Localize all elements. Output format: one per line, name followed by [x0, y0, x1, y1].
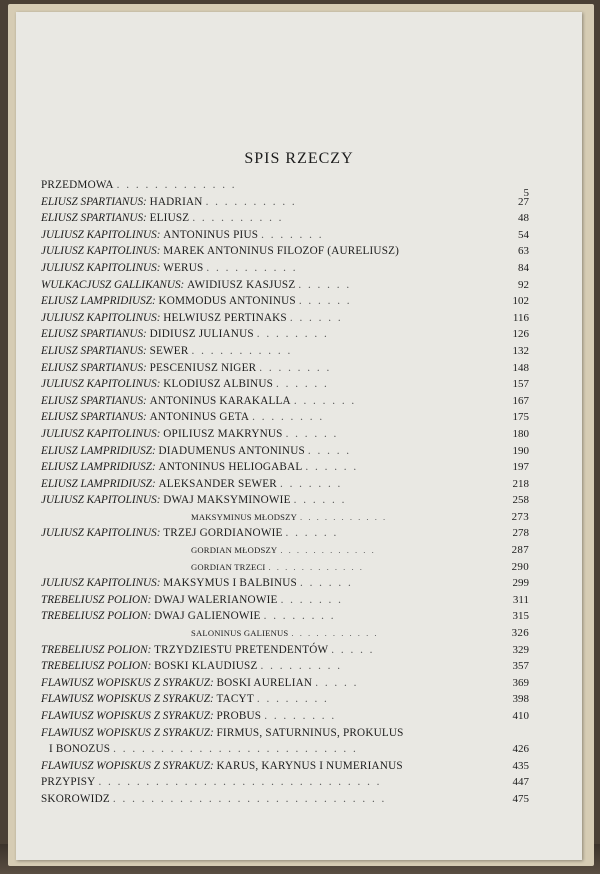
toc-page-number: 290: [511, 560, 529, 573]
toc-leader-dots: . . . . . . . . . . .: [300, 511, 388, 522]
toc-work-title: KOMMODUS ANTONINUS: [158, 295, 296, 308]
toc-author: TREBELIUSZ POLION:: [41, 643, 152, 656]
toc-author: ELIUSZ SPARTIANUS:: [41, 195, 147, 208]
toc-author: ELIUSZ LAMPRIDIUSZ:: [41, 444, 156, 457]
toc-page-number: 218: [512, 477, 529, 490]
toc-work-title: PROBUS: [216, 710, 262, 722]
toc-entry: [41, 708, 529, 725]
toc-leader-dots: . . . . . . . .: [264, 710, 337, 722]
toc-leader-dots: . . . . . . . . . . . . .: [116, 179, 237, 191]
toc-leader-dots: . . . . . .: [289, 311, 343, 324]
toc-page-number: 148: [512, 361, 529, 374]
toc-work-title: DIDIUSZ JULIANUS: [149, 328, 254, 341]
toc-entry: [41, 791, 529, 808]
toc-work-title: SKOROWIDZ: [41, 792, 110, 805]
toc-page-number: 116: [512, 311, 529, 324]
toc-page-number: 311: [512, 593, 529, 606]
toc-work-title: MAKSYMINUS MŁODSZY: [191, 511, 298, 522]
toc-entry: [41, 177, 529, 199]
toc-entry: [41, 326, 529, 343]
toc-leader-dots: . . . . . . . . . . . .: [268, 561, 364, 572]
toc-page-number: 258: [512, 494, 529, 507]
toc-work-title: OPILIUSZ MAKRYNUS: [163, 427, 283, 440]
toc-entry: [41, 343, 529, 360]
toc-leader-dots: . . . . . . . .: [256, 693, 329, 706]
toc-leader-dots: . . . . .: [331, 643, 375, 656]
table-of-contents: [41, 177, 529, 808]
toc-author: JULIUSZ KAPITOLINUS:: [41, 527, 161, 540]
toc-author: JULIUSZ KAPITOLINUS:: [41, 228, 161, 241]
toc-page-number: 102: [512, 295, 529, 308]
toc-entry: [41, 194, 529, 211]
toc-leader-dots: . . . . . .: [299, 577, 353, 590]
toc-work-title: MAKSYMUS I BALBINUS: [163, 577, 297, 590]
toc-leader-dots: . . . . . .: [298, 295, 352, 308]
toc-leader-dots: . . . . . . . . .: [260, 660, 343, 673]
toc-author: ELIUSZ SPARTIANUS:: [41, 361, 147, 374]
toc-page-number: 447: [512, 776, 529, 789]
toc-work-title: KLODIUSZ ALBINUS: [163, 378, 274, 391]
toc-page-number: 398: [512, 693, 529, 706]
toc-page-number: 278: [512, 527, 529, 540]
toc-author: FLAWIUSZ WOPISKUS Z SYRAKUZ:: [41, 726, 214, 739]
toc-leader-dots: . . . . . . .: [261, 228, 324, 241]
toc-author: ELIUSZ SPARTIANUS:: [41, 394, 147, 407]
toc-leader-dots: . . . . . .: [298, 278, 352, 291]
toc-leader-dots: . . . . . . . . . .: [192, 212, 284, 225]
toc-work-title: ALEKSANDER SEWER: [158, 477, 277, 490]
toc-author: ELIUSZ SPARTIANUS:: [41, 328, 147, 341]
toc-work-title: WERUS: [163, 261, 204, 274]
toc-page-number: 326: [511, 627, 529, 640]
toc-entry: [41, 277, 529, 294]
toc-entry: [41, 658, 529, 675]
toc-author: JULIUSZ KAPITOLINUS:: [41, 261, 161, 274]
toc-author: JULIUSZ KAPITOLINUS:: [41, 427, 161, 440]
toc-author: ELIUSZ LAMPRIDIUSZ:: [41, 295, 156, 308]
toc-work-title: FIRMUS, SATURNINUS, PROKULUS: [216, 726, 404, 739]
toc-entry: [41, 376, 529, 393]
toc-work-title: ANTONINUS KARAKALLA: [149, 394, 291, 407]
toc-page-number: 92: [518, 278, 529, 291]
page-title: SPIS RZECZY: [244, 150, 354, 167]
toc-page-number: 180: [512, 427, 529, 440]
toc-work-title: DWAJ WALERIANOWIE: [154, 593, 278, 606]
toc-entry: [41, 476, 529, 493]
toc-entry: [41, 625, 529, 642]
toc-leader-dots: . . . . . .: [276, 378, 329, 391]
toc-page-number: 48: [518, 212, 529, 225]
toc-entry: [41, 575, 529, 592]
toc-author: ELIUSZ LAMPRIDIUSZ:: [41, 477, 156, 490]
toc-leader-dots: . . . . . . . .: [252, 411, 325, 424]
toc-author: JULIUSZ KAPITOLINUS:: [41, 577, 161, 590]
toc-leader-dots: . . . . . .: [305, 461, 359, 474]
toc-work-title: MAREK ANTONINUS FILOZOF (AURELIUSZ): [163, 245, 400, 258]
toc-work-title: TRZYDZIESTU PRETENDENTÓW: [154, 643, 329, 656]
toc-entry: [41, 542, 529, 559]
toc-page-number: 369: [512, 676, 529, 689]
toc-leader-dots: . . . . . .: [285, 527, 339, 540]
toc-entry: [41, 725, 529, 742]
toc-work-title: DIADUMENUS ANTONINUS: [158, 444, 305, 457]
toc-work-title: GORDIAN MŁODSZY: [191, 545, 278, 556]
toc-leader-dots: . . . . . . . . . . . . . . . . . . . . . . . . . .: [113, 743, 358, 756]
toc-work-title: SEWER: [149, 344, 189, 357]
toc-entry: [41, 774, 529, 791]
toc-author: ELIUSZ SPARTIANUS:: [41, 344, 147, 357]
toc-leader-dots: . . . . . . . . . . .: [291, 628, 379, 639]
toc-leader-dots: . . . . . . . . . .: [205, 195, 297, 208]
toc-entry: [41, 592, 529, 609]
toc-page-number: 475: [512, 792, 529, 805]
toc-entry: [41, 691, 529, 708]
toc-entry: [41, 492, 529, 509]
toc-page-number: 426: [512, 743, 529, 756]
toc-page-number: 5: [523, 187, 529, 199]
toc-entry: [41, 642, 529, 659]
toc-page-number: 126: [512, 328, 529, 341]
toc-page-number: 157: [512, 378, 529, 391]
toc-entry: [41, 409, 529, 426]
toc-work-title: PRZYPISY: [41, 776, 96, 789]
toc-author: JULIUSZ KAPITOLINUS:: [41, 245, 161, 258]
toc-page-number: 357: [512, 660, 529, 673]
toc-entry: [41, 608, 529, 625]
toc-author: TREBELIUSZ POLION:: [41, 610, 152, 623]
toc-author: WULKACJUSZ GALLIKANUS:: [41, 278, 185, 291]
toc-entry: [41, 243, 529, 260]
toc-leader-dots: . . . . . . . . . . .: [191, 344, 293, 357]
toc-leader-dots: . . . . . . . .: [256, 328, 329, 341]
toc-work-title: GORDIAN TRZECI: [191, 561, 266, 572]
toc-page-number: 190: [512, 444, 529, 457]
toc-page-number: 329: [512, 643, 529, 656]
toc-author: TREBELIUSZ POLION:: [41, 660, 152, 673]
toc-page-number: 84: [518, 261, 529, 274]
toc-page-number: 435: [512, 759, 529, 772]
toc-author: FLAWIUSZ WOPISKUS Z SYRAKUZ:: [41, 693, 214, 706]
toc-author: FLAWIUSZ WOPISKUS Z SYRAKUZ:: [41, 759, 214, 772]
book-cover-board: [8, 4, 594, 866]
toc-work-title: DWAJ MAKSYMINOWIE: [163, 494, 291, 507]
toc-entry: [41, 426, 529, 443]
toc-leader-dots: . . . . . . . . . .: [206, 261, 298, 274]
toc-leader-dots: . . . . . . .: [280, 593, 343, 606]
toc-entry: [41, 293, 529, 310]
toc-page-number: 273: [511, 510, 529, 523]
toc-work-title: ANTONINUS HELIOGABAL: [158, 461, 303, 474]
toc-page-number: 299: [512, 577, 529, 590]
toc-author: ELIUSZ LAMPRIDIUSZ:: [41, 461, 156, 474]
toc-author: ELIUSZ SPARTIANUS:: [41, 212, 147, 225]
toc-entry: [41, 675, 529, 692]
toc-leader-dots: . . . . . . . . . . . . . . . . . . . . . . . . . . . . .: [112, 792, 387, 805]
toc-work-title: SALONINUS GALIENUS: [191, 628, 289, 639]
toc-leader-dots: . . . . .: [307, 444, 352, 457]
toc-author: JULIUSZ KAPITOLINUS:: [41, 311, 161, 324]
toc-work-title: BOSKI AURELIAN: [216, 676, 313, 689]
toc-leader-dots: . . . . . . .: [293, 394, 357, 407]
toc-entry: [41, 393, 529, 410]
toc-entry: [41, 227, 529, 244]
toc-work-title: TRZEJ GORDIANOWIE: [163, 527, 283, 540]
toc-entry: [41, 559, 529, 576]
toc-work-title: PRZEDMOWA: [41, 179, 114, 191]
toc-entry: [41, 509, 529, 526]
toc-leader-dots: . . . . .: [315, 676, 359, 689]
toc-work-title: PESCENIUSZ NIGER: [149, 361, 257, 374]
toc-work-title: I BONOZUS: [49, 743, 111, 756]
toc-author: FLAWIUSZ WOPISKUS Z SYRAKUZ:: [41, 710, 214, 722]
toc-work-title: ANTONINUS GETA: [149, 411, 250, 424]
toc-entry: [41, 741, 529, 758]
toc-leader-dots: . . . . . .: [293, 494, 347, 507]
toc-leader-dots: . . . . . . . . . . . . . . . . . . . . . . . . . . . . . .: [98, 776, 382, 789]
toc-work-title: ELIUSZ: [149, 212, 190, 225]
toc-leader-dots: . . . . . . . . . . . .: [280, 545, 376, 556]
toc-leader-dots: . . . . . . . .: [259, 361, 332, 374]
toc-page-number: 54: [518, 228, 529, 241]
toc-page-number: 27: [518, 195, 529, 208]
toc-leader-dots: . . . . . . . .: [263, 610, 336, 623]
toc-entry: [41, 260, 529, 277]
toc-entry: [41, 525, 529, 542]
toc-page-number: 315: [512, 610, 529, 623]
toc-leader-dots: . . . . . .: [285, 427, 339, 440]
toc-entry: [41, 310, 529, 327]
toc-work-title: AWIDIUSZ KASJUSZ: [187, 278, 296, 291]
toc-page-number: 132: [512, 344, 529, 357]
toc-work-title: KARUS, KARYNUS I NUMERIANUS: [216, 759, 403, 772]
toc-work-title: BOSKI KLAUDIUSZ: [154, 660, 258, 673]
document-page: [16, 12, 582, 860]
toc-work-title: DWAJ GALIENOWIE: [154, 610, 261, 623]
toc-page-number: 197: [512, 461, 529, 474]
toc-page-number: 410: [512, 710, 529, 722]
toc-entry: [41, 443, 529, 460]
toc-entry: [41, 360, 529, 377]
toc-author: JULIUSZ KAPITOLINUS:: [41, 494, 161, 507]
toc-work-title: HELWIUSZ PERTINAKS: [163, 311, 287, 324]
toc-leader-dots: . . . . . . .: [279, 477, 343, 490]
toc-author: JULIUSZ KAPITOLINUS:: [41, 378, 161, 391]
toc-page-number: 175: [512, 411, 529, 424]
toc-author: TREBELIUSZ POLION:: [41, 593, 152, 606]
toc-page-number: 287: [511, 544, 529, 557]
toc-entry: [41, 459, 529, 476]
toc-entry: [41, 210, 529, 227]
toc-page-number: 63: [518, 245, 529, 258]
toc-work-title: TACYT: [216, 693, 254, 706]
toc-page-number: 167: [512, 394, 529, 407]
toc-work-title: ANTONINUS PIUS: [163, 228, 259, 241]
toc-work-title: HADRIAN: [149, 195, 203, 208]
toc-entry: [41, 758, 529, 775]
toc-author: ELIUSZ SPARTIANUS:: [41, 411, 147, 424]
toc-author: FLAWIUSZ WOPISKUS Z SYRAKUZ:: [41, 676, 214, 689]
